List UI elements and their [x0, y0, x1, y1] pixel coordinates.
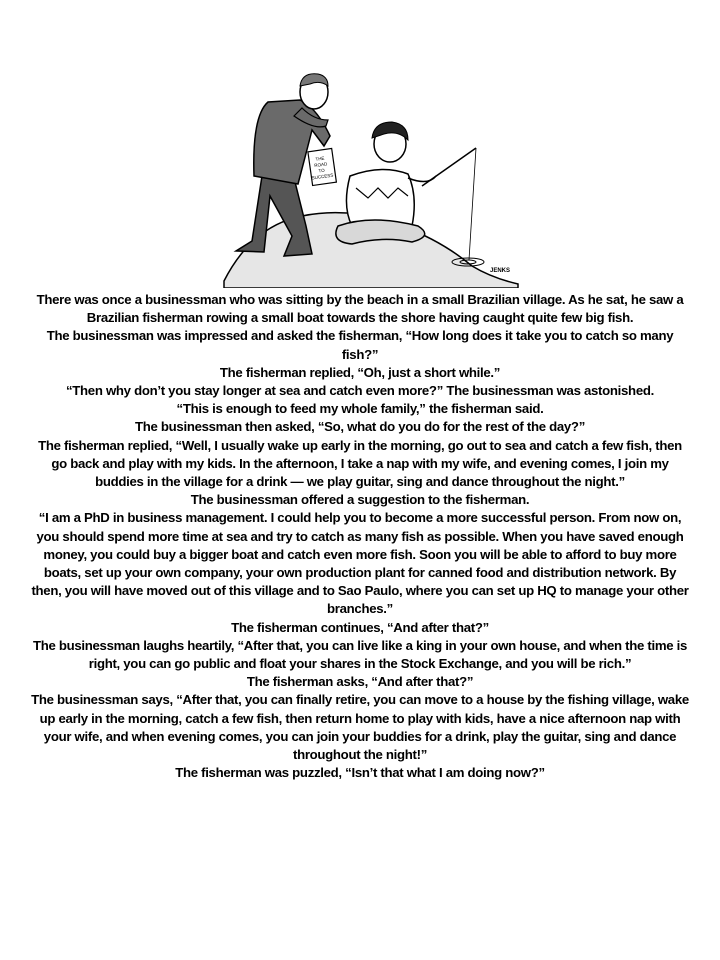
- story-paragraph: The fisherman was puzzled, “Isn’t that what I am doing now?”: [175, 765, 545, 781]
- story-paragraph: The businessman was impressed and asked the fisherman, “How long does it take you to catch so many fish?”: [46, 328, 674, 362]
- story-paragraph: The businessman laughs heartily, “After that, you can live like a king in your own house, and when the time is right, you can go public and float your shares in the Stock Exchange, and you will be rich.”: [32, 637, 688, 672]
- svg-text:THE: THE: [315, 155, 325, 162]
- story-paragraph: The fisherman replied, “Oh, just a short while.”: [219, 364, 501, 380]
- story-paragraph: The businessman then asked, “So, what do you do for the rest of the day?”: [135, 419, 585, 435]
- story-paragraph: The fisherman continues, “And after that?”: [231, 619, 489, 635]
- story-paragraph: The businessman says, “After that, you can finally retire, you can move to a house by the fishing village, wake up early in the morning, catch a few fish, then return home to play with kids, have a nice afternoon nap with your wife, and when evening comes, you can join your buddies for a drink, play the guitar, sing and dance throughout the night!”: [31, 692, 689, 763]
- artist-signature: JENKS: [490, 268, 511, 274]
- story-paragraph: “I am a PhD in business management. I could help you to become a more successful person. From now on, you should spend more time at sea and try to catch as many fish as possible. When you have saved enough money, you could buy a bigger boat and catch even more fish. Soon you will be able to afford to buy more boats, set up your own company, your own production plant for canned food and distribution network. By then, you will have moved out of this village and to Sao Paulo, where you can set up HQ to manage your other branches.”: [31, 510, 689, 617]
- svg-text:TO: TO: [318, 167, 326, 174]
- svg-text:SUCCESS: SUCCESS: [311, 172, 334, 181]
- story-paragraph: There was once a businessman who was sitting by the beach in a small Brazilian village. As he sat, he saw a Brazilian fisherman rowing a small boat towards the shore having caught quite few big fish.: [36, 292, 684, 326]
- story-paragraph: The businessman offered a suggestion to the fisherman.: [190, 492, 530, 508]
- story-text: [30, 291, 690, 782]
- svg-text:ROAD: ROAD: [314, 161, 328, 169]
- story-paragraph: “Then why don’t you stay longer at sea and catch even more?” The businessman was astonished.: [66, 383, 654, 399]
- story-paragraph: The fisherman replied, “Well, I usually wake up early in the morning, go out to sea and catch a few fish, then go back and play with my kids. In the afternoon, I take a nap with my wife, and evening comes, I join my buddies in the village for a drink — we play guitar, sing and dance throughout the night.”: [38, 437, 682, 490]
- story-paragraph: “This is enough to feed my whole family,” the fisherman said.: [176, 401, 544, 417]
- success-sign: [308, 148, 336, 185]
- fisherman-businessman-cartoon: [222, 66, 520, 288]
- story-paragraph: The fisherman asks, “And after that?”: [246, 674, 474, 690]
